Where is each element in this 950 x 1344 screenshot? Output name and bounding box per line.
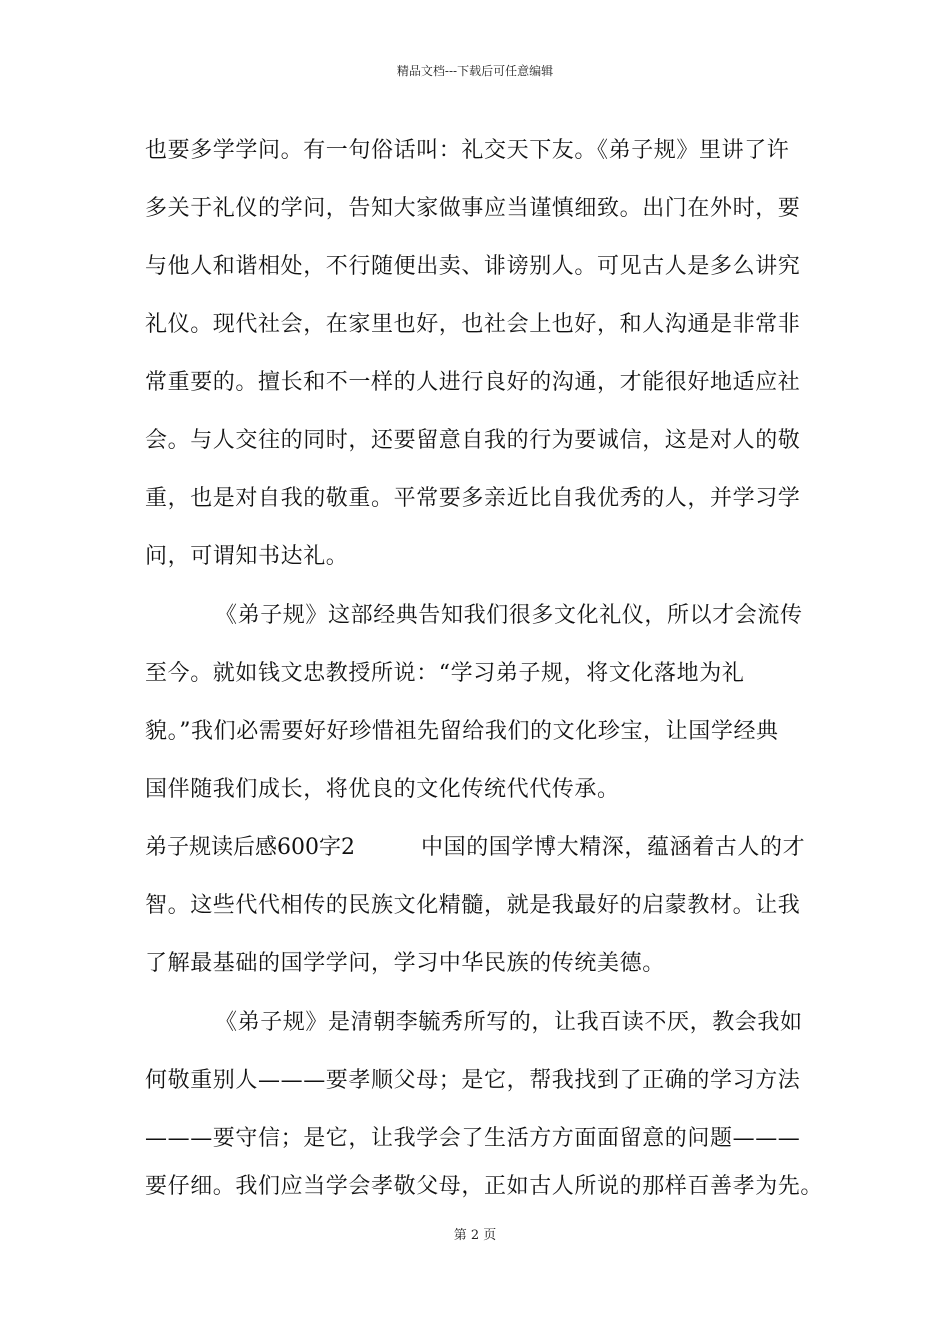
body-text-line: 会。与人交往的同时，还要留意自我的行为要诚信，这是对人的敬 [145,428,801,453]
page-number: 第 2 页 [453,1228,497,1243]
body-text-line: 礼仪。现代社会，在家里也好，也社会上也好，和人沟通是非常非 [145,312,801,337]
body-text-line: 至今。就如钱文忠教授所说：“学习弟子规，将文化落地为礼 [145,661,745,686]
body-text-line: 要仔细。我们应当学会孝敬父母，正如古人所说的那样百善孝为先。 [145,1174,824,1199]
section-heading: 弟子规读后感600字2 [145,835,355,860]
body-text-line: 了解最基础的国学学问，学习中华民族的传统美德。 [145,951,665,976]
body-text-line: 常重要的。擅长和不一样的人进行良好的沟通，才能很好地适应社 [145,370,801,395]
body-text-line: 重，也是对自我的敬重。平常要多亲近比自我优秀的人，并学习学 [145,486,801,511]
body-text-line: ———要守信；是它，让我学会了生活方方面面留意的问题——— [145,1126,801,1151]
paragraph-first-line: 《弟子规》是清朝李毓秀所写的，让我百读不厌，教会我如 [215,1010,803,1035]
paragraph-first-line: 《弟子规》这部经典告知我们很多文化礼仪，所以才会流传 [215,603,803,628]
body-text-line: 国伴随我们成长，将优良的文化传统代代传承。 [145,777,620,802]
body-text-line: 智。这些代代相传的民族文化精髓，就是我最好的启蒙教材。让我 [145,893,801,918]
heading-line [145,833,805,863]
body-text-line: 何敬重别人———要孝顺父母；是它，帮我找到了正确的学习方法 [145,1068,801,1093]
body-text-line: 貌。”我们必需要好好珍惜祖先留给我们的文化珍宝，让国学经典 [145,719,779,744]
heading-line-text: 中国的国学博大精深，蕴涵着古人的才 [421,835,806,860]
body-text-line: 问，可谓知书达礼。 [145,544,349,569]
body-text-line: 多关于礼仪的学问，告知大家做事应当谨慎细致。出门在外时，要 [145,196,801,221]
body-text-line: 也要多学学问。有一句俗话叫：礼交天下友。《弟子规》里讲了许 [145,138,790,163]
body-text-line: 与他人和谐相处，不行随便出卖、诽谤别人。可见古人是多么讲究 [145,254,801,279]
page-header: 精品文档---下载后可任意编辑 [396,64,554,78]
